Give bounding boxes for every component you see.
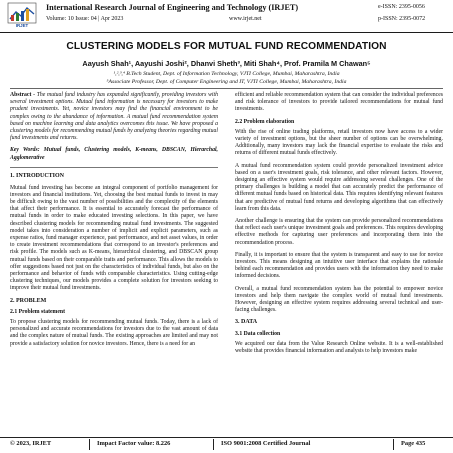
keywords: Key Words: Mutual funds, Clustering models, K-means, DBSCAN, Hierarchal, Agglomerative (10, 147, 218, 161)
elaboration-paragraph-5: Overall, a mutual fund recommendation system has the potential to empower novice investors and help them navigate the complex world of mutual fund investments. However, designing an effective system requires addressing several technical and user-facing challenges. (235, 285, 443, 314)
right-column (235, 92, 443, 360)
journal-website-link[interactable]: www.irjet.net (229, 16, 262, 22)
footer-divider (0, 437, 453, 438)
volume-issue: Volume: 10 Issue: 04 | Apr 2023 (46, 16, 124, 22)
introduction-paragraph: Mutual fund investing has become an integral component of portfolio management for investors and financial institutions. Yet, choosing the best mutual funds to invest in may be difficult owing to the vast number of possibilities and the complexity of the elements that affect their performance. It is essential to accurately forecast the performance of mutual funds in order to make educated investing selections. In this paper, we have described clustering models for recommending mutual fund investments. The suggested model takes into consideration a number of implicit and explicit parameters, such as expense ratios, fund manager experience, past performance, and net asset values, in order to create investment recommendations that correspond to an investor's preferences and risk profile. The models such as K-means, hierarchical clustering, and DBSCAN group mutual funds based on their comparable traits and performance. This allows the models to offer suggestions based not just on the characteristics of individual funds, but also on the performance and behavior of funds with comparable characteristics. Using cutting-edge clustering techniques, our models provides a complete solution for investors seeking to improve their mutual fund investments. (10, 184, 218, 292)
author-affiliation-1: ¹,²,³,⁴ B.Tech Student, Dept. of Information Technology, VJTI College, Mumbai, Maharashtra, India (113, 71, 340, 77)
problem-statement-paragraph: To propose clustering models for recommending mutual funds. Today, there is a lack of personalized and accurate recommendations for investors due to the vast amount of data and the complex nature of mutual funds. The existing approaches are limited and may not provide a satisfactory solution for novice investors. Hence, there is a need for an (10, 319, 218, 347)
data-collection-paragraph: We acquired our data from the Value Research Online website. It is a well-established website that provides financial information and analysis to help investors make (235, 340, 443, 355)
subsection-heading-problem-statement: 2.1 Problem statement (10, 308, 65, 315)
journal-name: International Research Journal of Engineering and Technology (IRJET) (46, 3, 299, 12)
author-affiliation-2: ⁵Associate Professor, Dept. of Computer Engineering and IT, VJTI College, Mumbai, Maharashtra, India (106, 79, 347, 85)
abstract-divider (10, 167, 218, 168)
e-issn: e-ISSN: 2395-0056 (378, 4, 425, 10)
irjet-logo-icon (7, 2, 37, 28)
affiliation-divider (10, 88, 443, 89)
footer-separator (393, 439, 394, 450)
p-issn: p-ISSN: 2395-0072 (378, 16, 426, 22)
section-heading-data: 3. DATA (235, 319, 258, 326)
journal-header (0, 0, 453, 30)
left-column (10, 92, 218, 353)
logo-wordmark: IRJET (15, 23, 29, 28)
footer-iso-certification: ISO 9001:2008 Certified Journal (221, 440, 311, 447)
subsection-heading-data-collection: 3.1 Data collection (235, 330, 281, 337)
subsection-heading-problem-elaboration: 2.2 Problem elaboration (235, 118, 295, 125)
paper-title: CLUSTERING MODELS FOR MUTUAL FUND RECOMMENDATION (66, 41, 387, 52)
abstract-label: Abstract (10, 92, 32, 98)
problem-statement-continued: efficient and reliable recommendation system that can consider the individual preferences and risk tolerance of investors to provide tailored recommendations for mutual fund investments. (235, 92, 443, 113)
elaboration-paragraph-3: Another challenge is ensuring that the system can provide personalized recommendations that reflect each user's unique investment goals and preferences. This requires developing effective methods for capturing user preferences and incorporating them into the recommendation process. (235, 218, 443, 246)
elaboration-paragraph-1: With the rise of online trading platforms, retail investors now have access to a wider variety of investment options, but the sheer number of options can be overwhelming. Additionally, many investors may lack the financial expertise to evaluate the risks and returns of different mutual funds effectively. (235, 128, 443, 157)
abstract-text: - The mutual fund industry has expanded significantly, providing investors with several investment options. Mutual fund information is necessary for investors to make prudent investments. Yet, novice investors may find the financial environment to be complex owing to the abundance of information. A mutual fund recommendation system based on machine learning and data analytics overcomes this issue. We have proposed a clustering models for recommending mutual funds by analyzing theories regarding mutual fund investments and returns. (10, 92, 219, 142)
section-heading-problem: 2. PROBLEM (10, 297, 47, 304)
elaboration-paragraph-2: A mutual fund recommendation system could provide personalized investment advice based on a user's investment goals, risk tolerance, and other relevant factors. However, designing an effective system would require addressing several challenges. One of the primary challenges is building a model that can accurately predict the performance of different mutual funds based on historical data. This requires identifying relevant features that are predictive of mutual fund returns and developing algorithms that can effectively learn from this data. (235, 162, 443, 212)
header-divider (0, 32, 453, 33)
footer-separator (89, 439, 90, 450)
footer-separator (213, 439, 214, 450)
footer-copyright: © 2023, IRJET (10, 440, 52, 447)
footer-page-number: Page 435 (401, 440, 426, 447)
section-heading-introduction: 1. INTRODUCTION (10, 173, 65, 180)
elaboration-paragraph-4: Finally, it is important to ensure that the system is transparent and easy to use for novice investors. This means designing an intuitive user interface that explains the rationale behind each recommendation and provides users with the information they need to make informed decisions. (235, 251, 443, 280)
paper-authors: Aayush Shah¹, Aayushi Joshi², Dhanvi Sheth³, Miti Shah⁴, Prof. Pramila M Chawan⁵ (82, 59, 371, 68)
abstract (10, 92, 218, 142)
footer-impact-factor: Impact Factor value: 8.226 (97, 440, 171, 447)
